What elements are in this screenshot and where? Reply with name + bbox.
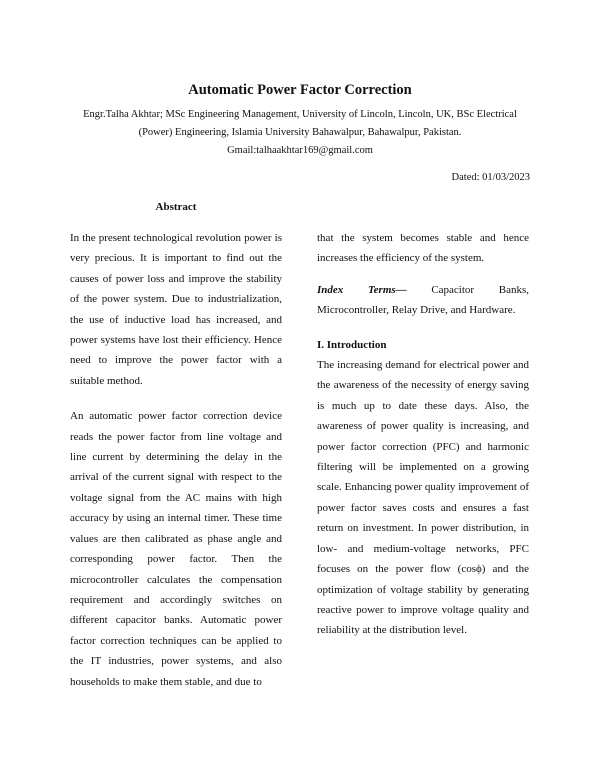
section-introduction-heading: I. Introduction — [317, 338, 387, 351]
paper-title: Automatic Power Factor Correction — [188, 82, 412, 98]
left-column — [70, 228, 282, 692]
date-line: Dated: 01/03/2023 — [451, 172, 530, 183]
index-terms-label: Index Terms— — [317, 283, 407, 296]
abstract-paragraph-2-continued: that the system becomes stable and hence increases the efficiency of the system. — [317, 232, 529, 265]
abstract-heading: Abstract — [155, 201, 197, 213]
right-column — [317, 228, 529, 641]
introduction-paragraph: The increasing demand for electrical power and the awareness of the necessity of energy saving is much up to date these days. Also, the awareness of power quality is increasing, and power factor correction (PFC) and harmonic filtering will be implemented on a growing scale. Enhancing power quality improvement of power factor saves costs and ensures a fast return on investment. In power distribution, in low- and medium-voltage networks, PFC focuses on the power flow (cosϕ) and the optimization of voltage stability by generating reactive power to improve voltage quality and reliability at the distribution level. — [317, 359, 529, 637]
abstract-paragraph-1: In the present technological revolution power is very precious. It is important to find out the causes of power loss and improve the stability of the power system. Due to industrialization, the use of inductive load has increased, and power systems have lost their efficiency. Hence need to improve the power factor with a suitable method. — [70, 232, 282, 387]
author-affiliation-line-2: (Power) Engineering, Islamia University Bahawalpur, Bahawalpur, Pakistan. — [138, 127, 462, 138]
abstract-paragraph-2: An automatic power factor correction device reads the power factor from line voltage and line current by determining the delay in the arrival of the current signal with respect to the voltage signal from the AC mains with high accuracy by using an internal timer. These time values are then calibrated as phase angle and corresponding power factor. Then the microcontroller calculates the compensation requirement and accordingly switches on different capacitor banks. Automatic power factor correction techniques can be applied to the IT industries, power systems, and also households to make them stable, and due to — [70, 410, 282, 688]
author-email: Gmail:talhaakhtar169@gmail.com — [227, 145, 373, 156]
index-terms — [317, 280, 529, 321]
author-affiliation-line-1: Engr.Talha Akhtar; MSc Engineering Management, University of Lincoln, Lincoln, UK, BSc Electrical — [83, 109, 517, 120]
index-terms-text: Capacitor Banks, Microcontroller, Relay Drive, and Hardware. — [317, 283, 529, 317]
